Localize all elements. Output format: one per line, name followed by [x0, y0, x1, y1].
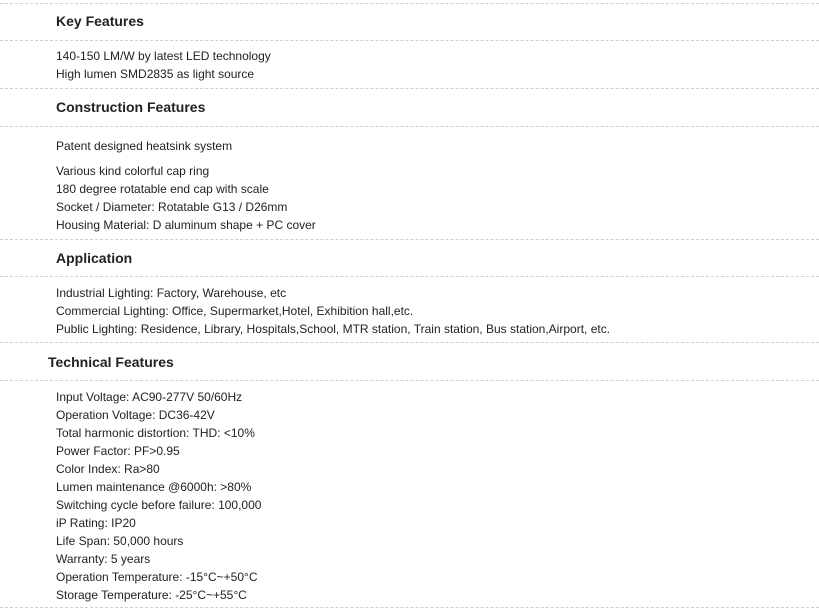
application-heading: Application: [56, 250, 133, 266]
construction-feature-item: Various kind colorful cap ring: [56, 164, 210, 178]
divider: [0, 126, 819, 127]
technical-feature-item: Storage Temperature: -25°C~+55°C: [56, 588, 247, 602]
technical-feature-item: Operation Voltage: DC36-42V: [56, 408, 215, 422]
technical-feature-item: Total harmonic distortion: THD: <10%: [56, 426, 255, 440]
technical-feature-item: Switching cycle before failure: 100,000: [56, 498, 262, 512]
divider: [0, 342, 819, 343]
divider: [0, 3, 819, 4]
application-item: Commercial Lighting: Office, Supermarket,Hotel, Exhibition hall,etc.: [56, 304, 414, 318]
technical-feature-item: Lumen maintenance @6000h: >80%: [56, 480, 252, 494]
construction-feature-item: Housing Material: D aluminum shape + PC cover: [56, 218, 316, 232]
construction-feature-item: 180 degree rotatable end cap with scale: [56, 182, 269, 196]
divider: [0, 276, 819, 277]
technical-feature-item: iP Rating: IP20: [56, 516, 136, 530]
technical-feature-item: Operation Temperature: -15°C~+50°C: [56, 570, 258, 584]
divider: [0, 380, 819, 381]
divider: [0, 607, 819, 608]
technical-feature-item: Power Factor: PF>0.95: [56, 444, 180, 458]
technical-feature-item: Life Span: 50,000 hours: [56, 534, 184, 548]
divider: [0, 88, 819, 89]
application-item: Public Lighting: Residence, Library, Hospitals,School, MTR station, Train station, Bus station,Airport, etc.: [56, 322, 611, 336]
technical-features-heading: Technical Features: [48, 354, 174, 370]
application-item: Industrial Lighting: Factory, Warehouse, etc: [56, 286, 287, 300]
construction-feature-item: Socket / Diameter: Rotatable G13 / D26mm: [56, 200, 288, 214]
construction-features-heading: Construction Features: [56, 99, 206, 115]
technical-feature-item: Warranty: 5 years: [56, 552, 151, 566]
key-features-heading: Key Features: [56, 13, 144, 29]
divider: [0, 40, 819, 41]
divider: [0, 239, 819, 240]
key-feature-item: High lumen SMD2835 as light source: [56, 67, 255, 81]
technical-feature-item: Color Index: Ra>80: [56, 462, 160, 476]
construction-feature-item: Patent designed heatsink system: [56, 139, 233, 153]
technical-feature-item: Input Voltage: AC90-277V 50/60Hz: [56, 390, 243, 404]
key-feature-item: 140-150 LM/W by latest LED technology: [56, 49, 271, 63]
